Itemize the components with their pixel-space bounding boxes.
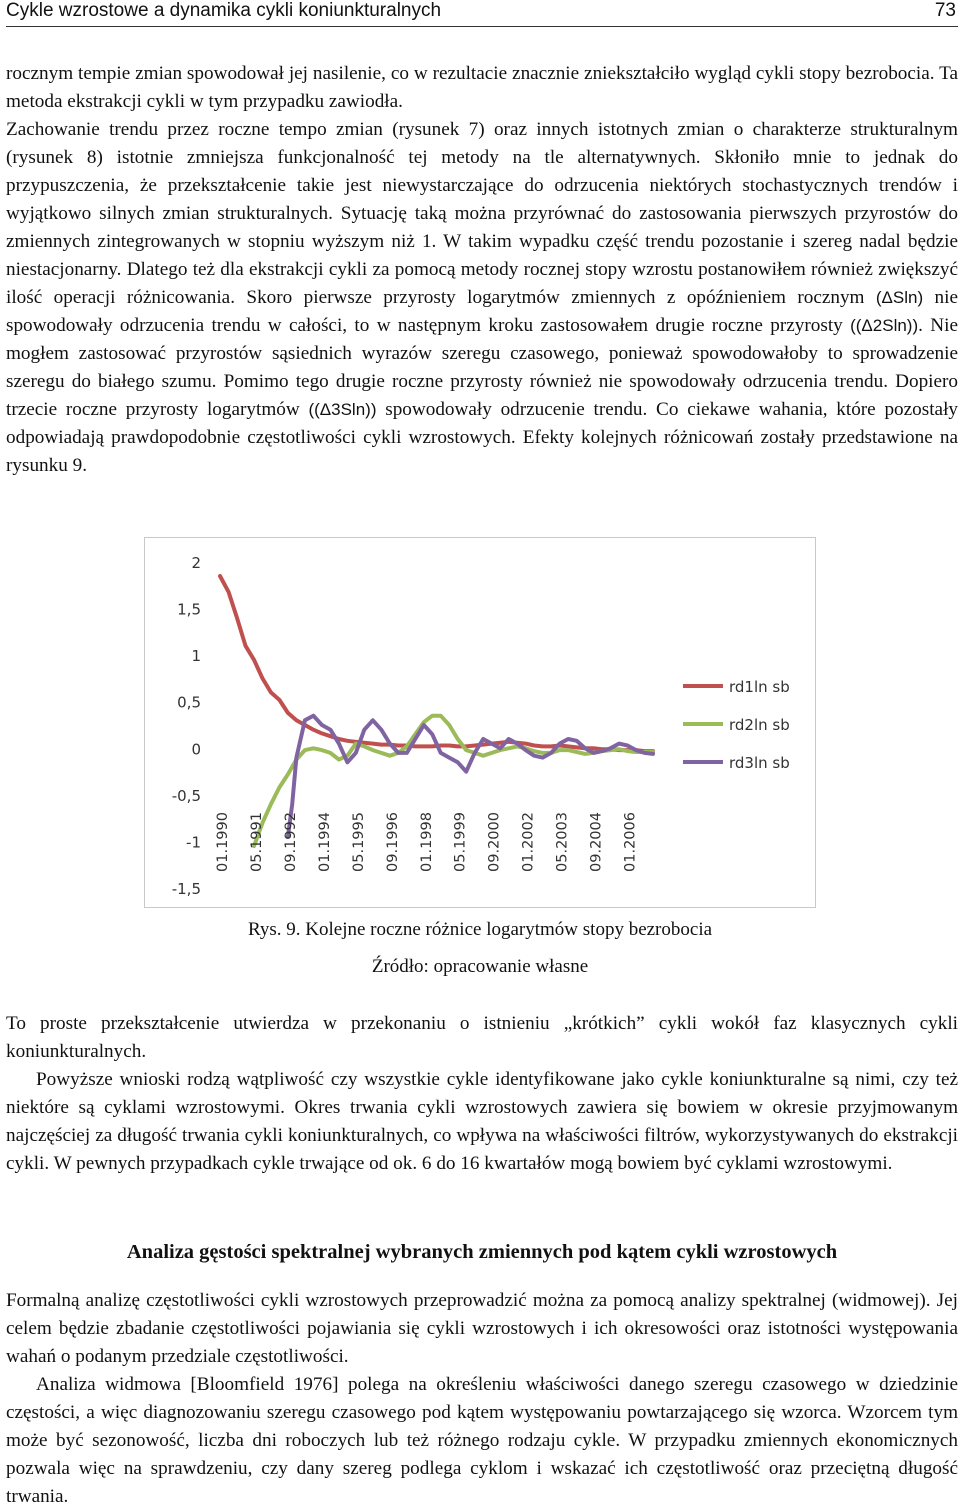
paragraph-6: Analiza widmowa [Bloomfield 1976] polega na określeniu właściwości danego szeregu czasowego w dziedzinie częstości, a więc diagnozowaniu szeregu czasowego pod kątem występowaniu powtarzającego się wzorca. Wzorcem tym może być sezonowość, liczba dni roboczych lub też różnego rodzaju cykle. W przypadku zmiennych ekonomicznych pozwala więc na sprawdzeniu, czy dany szereg podlega cyklom i wskazać ich częstotliwość oraz przeciętną długość trwania. (6, 1374, 958, 1507)
x-tick-label: 01.2006 (622, 812, 639, 872)
paragraph-4: Powyższe wnioski rodzą wątpliwość czy wszystkie cykle identyfikowane jako cykle koniunkturalne są nimi, czy też niektóre są cyklami wzrostowymi. Okres trwania cykli wzrostowych zawiera się bowiem w okresie przyjmowanym najczęściej za długość trwania cykli koniunkturalnych, co wpływa na właściwości filtrów, wykorzystywanych do ekstrakcji cykli. W pewnych przypadkach cykle trwające od ok. 6 do 16 kwartałów mogą bowiem być cyklami wzrostowymi. (6, 1069, 958, 1174)
paragraph-1: rocznym tempie zmian spowodował jej nasilenie, co w rezultacie znacznie zniekształciło wygląd cykli stopy bezrobocia. Ta metoda ekstrakcji cykli w tym przypadku zawiodła. (6, 63, 958, 112)
line-chart-svg (145, 538, 815, 907)
section-heading: Analiza gęstości spektralnej wybranych zmiennych pod kątem cykli wzrostowych (126, 1241, 838, 1263)
y-tick-label: 0,5 (177, 693, 201, 712)
x-tick-label: 01.1990 (215, 812, 231, 872)
delta-3s-ln-symbol: ((Δ3Sln)) (308, 400, 377, 419)
paragraph-2-part-c: . Nie mogłem zastosować przyrostów sąsiednich wyrazów szeregu czasowego, ponieważ spowodowałoby to sprowadzenie szeregu do białego szumu. Pomimo tego drugie roczne przyrosty również nie spowodowały odrzucenia trendu. Dopiero trzecie roczne przyrosty logarytmów (6, 315, 958, 420)
y-tick-label: 1 (191, 647, 201, 666)
figure-source: Źródło: opracowanie własne (371, 956, 589, 977)
y-tick-label: -1 (186, 833, 201, 852)
x-tick-label: 01.2002 (520, 812, 537, 872)
y-tick-label: 1,5 (177, 600, 201, 619)
y-tick-label: 0 (191, 740, 201, 759)
legend-label-3: rd3ln sb (729, 754, 790, 772)
x-tick-label: 09.1992 (282, 812, 299, 872)
paragraph-2-part-b: nie spowodowały odrzucenia trendu w całości, to w następnym kroku zastosowałem drugie roczne przyrosty (6, 287, 958, 336)
x-tick-label: 09.2000 (486, 812, 503, 872)
paragraph-5: Formalną analizę częstotliwości cykli wzrostowych przeprowadzić można za pomocą analizy spektralnej (widmowej). Jej celem będzie zbadanie częstotliwości pojawiania się cykli wzrostowych i ich okresowości oraz istotności występowania wahań o podanym przedziale częstotliwości. (6, 1290, 958, 1367)
x-tick-label: 01.1998 (418, 812, 435, 872)
y-tick-label: 2 (191, 554, 201, 572)
top-text-block (6, 60, 958, 480)
figure-caption: Rys. 9. Kolejne roczne różnice logarytmów stopy bezrobocia (247, 919, 713, 940)
x-tick-label: 05.1999 (452, 812, 469, 872)
paragraph-2-part-d: spowodowały odrzucenie trendu. Co ciekawe wahania, które pozostały odpowiadają prawdopodobnie częstotliwości cykli wzrostowych. Efekty kolejnych różnicowań zostały przedstawione na rysunku 9. (6, 399, 958, 476)
figure-9-chart (144, 537, 816, 908)
paragraph-2 (6, 116, 958, 480)
delta-s-ln-symbol: (ΔSln) (875, 288, 924, 307)
delta-2s-ln-symbol: ((Δ2Sln)) (850, 316, 919, 335)
page-number: 73 (934, 0, 956, 21)
legend-label-2: rd2ln sb (729, 716, 790, 734)
x-tick-label: 09.1996 (384, 812, 401, 872)
running-header (6, 0, 958, 27)
x-tick-label: 09.2004 (588, 812, 605, 872)
bottom-text-block (6, 1010, 958, 1178)
x-tick-label: 05.1995 (350, 812, 367, 872)
paragraph-2-part-a: Zachowanie trendu przez roczne tempo zmian (rysunek 7) oraz innych istotnych zmian o charakterze strukturalnym (rysunek 8) istotnie zmniejsza funkcjonalność tej metody na tle alternatywnych. Skłoniło mnie to jednak do przypuszczenia, że przekształcenie takie jest niewystarczające do odrzucenia niektórych stochastycznych trendów i wyjątkowo silnych zmian strukturalnych. Sytuację taką można przyrównać do zastosowania pierwszych przyrostów do zmiennych zintegrowanych w stopniu wyższym niż 1. W takim wypadku część trendu pozostanie i szereg nadal będzie niestacjonarny. Dlatego też dla ekstrakcji cykli za pomocą metody rocznej stopy wzrostu postanowiłem również zwiększyć ilość operacji różnicowania. Skoro pierwsze przyrosty logarytmów zmiennych z opóźnieniem rocznym (6, 119, 958, 308)
y-tick-label: -0,5 (171, 786, 201, 805)
series-line-1 (220, 576, 653, 751)
legend-label-1: rd1ln sb (729, 678, 790, 696)
y-tick-label: -1,5 (171, 880, 201, 898)
x-tick-label: 01.1994 (316, 812, 333, 872)
x-tick-label: 05.2003 (554, 812, 571, 872)
section-text-block (6, 1287, 958, 1511)
running-header-title: Cykle wzrostowe a dynamika cykli koniunkturalnych (6, 0, 442, 21)
x-tick-label: 05.1991 (249, 812, 265, 872)
paragraph-3: To proste przekształcenie utwierdza w przekonaniu o istnieniu „krótkich” cykli wokół faz klasycznych cykli koniunkturalnych. (6, 1013, 958, 1062)
